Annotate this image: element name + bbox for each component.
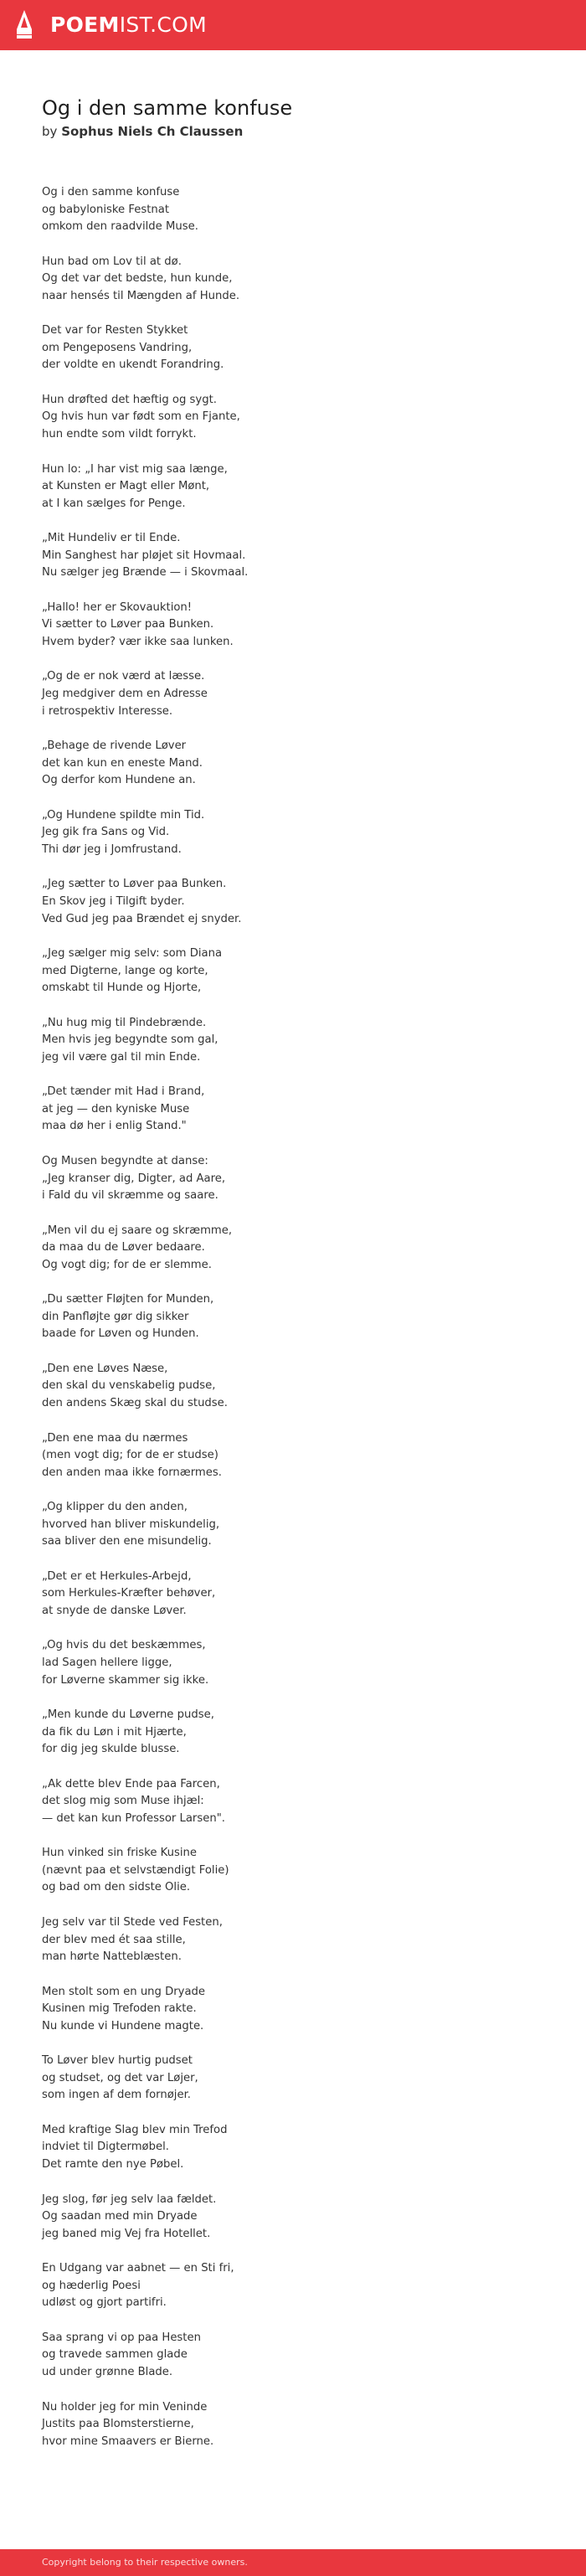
poem-line: at I kan sælges for Penge.	[42, 497, 186, 510]
poem-line: som Herkules-Kræfter behøver,	[42, 1587, 216, 1600]
poem-stanza	[42, 392, 544, 444]
poem-line: „Og Hundene spildte min Tid.	[42, 808, 205, 822]
poem-line: „Du sætter Fløjten for Munden,	[42, 1293, 214, 1306]
site-footer	[0, 2549, 586, 2576]
poem-stanza	[42, 1223, 544, 1275]
poem-line: „Og klipper du den anden,	[42, 1501, 188, 1514]
poem-stanza	[42, 668, 544, 720]
poem-stanza	[42, 945, 544, 997]
poem-stanza	[42, 1361, 544, 1413]
poem-stanza	[42, 807, 544, 859]
poem-line: for Løverne skammer sig ikke.	[42, 1673, 209, 1687]
poem-line: Med kraftige Slag blev min Trefod	[42, 2123, 228, 2136]
poem-line: i retrospektiv Interesse.	[42, 704, 173, 718]
poem-line: at Kunsten er Magt eller Mønt,	[42, 480, 210, 493]
poem-line: Vi sætter to Løver paa Bunken.	[42, 618, 214, 631]
poem-title: Og i den samme konfuse	[42, 96, 293, 120]
poem-line: hvor mine Smaavers er Bierne.	[42, 2434, 214, 2448]
poem-stanza	[42, 1845, 544, 1897]
poem-line: Jeg medgiver dem en Adresse	[42, 688, 208, 701]
poem-stanza	[42, 1637, 544, 1689]
poem-line: „Jeg kranser dig, Digter, ad Aare,	[42, 1172, 226, 1185]
poem-line: at snyde de danske Løver.	[42, 1604, 187, 1617]
byline	[42, 123, 243, 140]
poem-line: Hun vinked sin friske Kusine	[42, 1847, 198, 1860]
poem-line: da fik du Løn i mit Hjærte,	[42, 1725, 187, 1739]
poem-stanza	[42, 1291, 544, 1343]
poem-line: Og hvis hun var født som en Fjante,	[42, 410, 240, 424]
poem-line: Hvem byder? vær ikke saa lunken.	[42, 635, 234, 648]
poem-stanza	[42, 2399, 544, 2451]
poem-line: Og saadan med min Dryade	[42, 2210, 198, 2223]
poem-line: og hæderlig Poesi	[42, 2279, 141, 2292]
poem-stanza	[42, 1499, 544, 1551]
site-logo-text: POEMIST.COM	[50, 13, 208, 37]
poem-line: Ved Gud jeg paa Brændet ej snyder.	[42, 912, 242, 925]
poem-line: og travede sammen glade	[42, 2348, 188, 2362]
poem-stanza	[42, 530, 544, 582]
poem-line: „Og de er nok værd at læsse.	[42, 670, 205, 683]
poem-line: „Det er et Herkules-Arbejd,	[42, 1569, 192, 1583]
poem-stanza	[42, 1914, 544, 1966]
poem-line: som ingen af dem fornøjer.	[42, 2089, 191, 2102]
poem-line: med Digterne, lange og korte,	[42, 964, 208, 977]
poem-stanza	[42, 1984, 544, 2036]
poem-line: En Skov jeg i Tilgift byder.	[42, 894, 185, 908]
poem-line: at jeg — den kyniske Muse	[42, 1102, 190, 1115]
poem-line: den skal du venskabelig pudse,	[42, 1379, 216, 1393]
poem-line: saa bliver den ene misundelig.	[42, 1535, 212, 1548]
poem-line: Hun lo: „I har vist mig saa længe,	[42, 462, 228, 476]
poem-line: omkom den raadvilde Muse.	[42, 220, 198, 234]
poem-line: indviet til Digtermøbel.	[42, 2141, 169, 2154]
poem-line: Min Sanghest har pløjet sit Hovmaal.	[42, 549, 246, 562]
poem-stanza	[42, 254, 544, 306]
poem-stanza	[42, 1153, 544, 1205]
poem-stanza	[42, 1776, 544, 1828]
poem-line: „Men kunde du Løverne pudse,	[42, 1708, 214, 1722]
poem-line: Og i den samme konfuse	[42, 186, 180, 198]
poem-line: der voldte en ukendt Forandring.	[42, 358, 224, 372]
poem-line: Det var for Resten Stykket	[42, 324, 188, 337]
poem-stanza	[42, 2053, 544, 2105]
poem-line: „Nu hug mig til Pindebrænde.	[42, 1016, 207, 1029]
poem-line: „Hallo! her er Skovauktion!	[42, 600, 193, 614]
poem-line: maa dø her i enlig Stand."	[42, 1120, 187, 1133]
poem-line: „Det tænder mit Had i Brand,	[42, 1085, 205, 1099]
poem-line: Justits paa Blomsterstierne,	[42, 2418, 194, 2431]
poem-line: „Mit Hundeliv er til Ende.	[42, 532, 181, 545]
poem-line: hun endte som vildt forrykt.	[42, 428, 197, 441]
poem-line: Hun drøfted det hæftig og sygt.	[42, 393, 217, 406]
poem-line: Thi dør jeg i Jomfrustand.	[42, 842, 182, 856]
author-link[interactable]: Sophus Niels Ch Claussen	[61, 124, 244, 139]
poem-line: og bad om den sidste Olie.	[42, 1881, 191, 1894]
copyright-notice: Copyright belong to their respective owners.	[42, 2557, 248, 2568]
poem-line: „Jeg sætter to Løver paa Bunken.	[42, 878, 227, 891]
poem-line: ud under grønne Blade.	[42, 2365, 173, 2378]
poem-line: „Men vil du ej saare og skræmme,	[42, 1224, 233, 1237]
poem-stanza	[42, 1707, 544, 1759]
poem-line: jeg vil være gal til min Ende.	[42, 1050, 201, 1064]
poem-stanza	[42, 1569, 544, 1620]
poem-line: „Den ene maa du nærmes	[42, 1431, 188, 1445]
poem-line: (men vogt dig; for de er studse)	[42, 1449, 218, 1462]
poem-line: — det kan kun Professor Larsen".	[42, 1811, 225, 1825]
poem-line: Nu kunde vi Hundene magte.	[42, 2019, 204, 2032]
poem-stanza	[42, 1084, 544, 1136]
pen-nib-icon	[13, 9, 35, 39]
poem-line: En Udgang var aabnet — en Sti fri,	[42, 2262, 234, 2275]
poem-line: Og vogt dig; for de er slemme.	[42, 1258, 212, 1271]
poem-stanza	[42, 600, 544, 652]
poem-stanza	[42, 738, 544, 790]
poem-line: og studset, og det var Løjer,	[42, 2071, 198, 2084]
poem-line: det kan kun en eneste Mand.	[42, 756, 203, 770]
poem-line: Jeg gik fra Sans og Vid.	[42, 826, 170, 839]
poem-line: det slog mig som Muse ihjæl:	[42, 1795, 204, 1808]
poem-line: Jeg slog, før jeg selv laa fældet.	[42, 2192, 217, 2206]
poem-line: Men stolt som en ung Dryade	[42, 1985, 206, 1998]
poem-line: lad Sagen hellere ligge,	[42, 1656, 172, 1669]
poem-line: da maa du de Løver bedaare.	[42, 1241, 205, 1255]
poem-line: „Behage de rivende Løver	[42, 739, 187, 753]
poem-stanza	[42, 2260, 544, 2312]
poem-line: „Ak dette blev Ende paa Farcen,	[42, 1777, 220, 1790]
poem-line: „Og hvis du det beskæmmes,	[42, 1639, 206, 1652]
poem-line: Jeg selv var til Stede ved Festen,	[42, 1916, 223, 1929]
poem-line: og babyloniske Festnat	[42, 203, 169, 216]
poem-line: Og det var det bedste, hun kunde,	[42, 272, 233, 286]
poem-stanza	[42, 2122, 544, 2174]
poem-line: jeg baned mig Vej fra Hotellet.	[42, 2227, 211, 2240]
poem-stanza	[42, 1015, 544, 1067]
poem-line: „Jeg sælger mig selv: som Diana	[42, 947, 223, 961]
poem-line: Og Musen begyndte at danse:	[42, 1154, 208, 1167]
poem-line: hvorved han bliver miskundelig,	[42, 1517, 220, 1531]
poem-line: Kusinen mig Trefoden rakte.	[42, 2002, 197, 2016]
poem-line: Saa sprang vi op paa Hesten	[42, 2331, 201, 2344]
poem-line: omskabt til Hunde og Hjorte,	[42, 981, 202, 995]
poem-stanza	[42, 322, 544, 374]
poem-line: der blev med ét saa stille,	[42, 1933, 186, 1946]
poem-line: Men hvis jeg begyndte som gal,	[42, 1033, 218, 1047]
poem-line: for dig jeg skulde blusse.	[42, 1743, 180, 1756]
poem-line: din Panfløjte gør dig sikker	[42, 1310, 189, 1323]
poem-stanza	[42, 184, 544, 236]
poem-line: om Pengeposens Vandring,	[42, 341, 193, 354]
poem-line: (nævnt paa et selvstændigt Folie)	[42, 1863, 229, 1877]
poem-line: „Den ene Løves Næse,	[42, 1362, 168, 1375]
poem-line: den anden maa ikke fornærmes.	[42, 1466, 222, 1479]
poem-stanza	[42, 1430, 544, 1482]
poem-line: naar hensés til Mængden af Hunde.	[42, 289, 240, 302]
poem-line: Hun bad om Lov til at dø.	[42, 255, 182, 268]
poem-line: udløst og gjort partifri.	[42, 2296, 167, 2310]
poem-line: Det ramte den nye Pøbel.	[42, 2158, 184, 2172]
poem-stanza	[42, 876, 544, 928]
poem-line: man hørte Natteblæsten.	[42, 1950, 182, 1964]
poem-line: i Fald du vil skræmme og saare.	[42, 1189, 218, 1203]
site-header	[0, 0, 586, 50]
poem-stanza	[42, 2192, 544, 2244]
poem-stanza	[42, 461, 544, 513]
poem-body	[42, 184, 544, 2468]
poem-stanza	[42, 2330, 544, 2382]
poem-line: To Løver blev hurtig pudset	[42, 2054, 193, 2068]
poem-line: Og derfor kom Hundene an.	[42, 774, 196, 787]
poem-line: baade for Løven og Hunden.	[42, 1327, 199, 1341]
by-prefix: by	[42, 124, 58, 139]
poem-line: den andens Skæg skal du studse.	[42, 1396, 228, 1409]
poem-line: Nu holder jeg for min Veninde	[42, 2400, 208, 2414]
poem-line: Nu sælger jeg Brænde — i Skovmaal.	[42, 566, 249, 580]
